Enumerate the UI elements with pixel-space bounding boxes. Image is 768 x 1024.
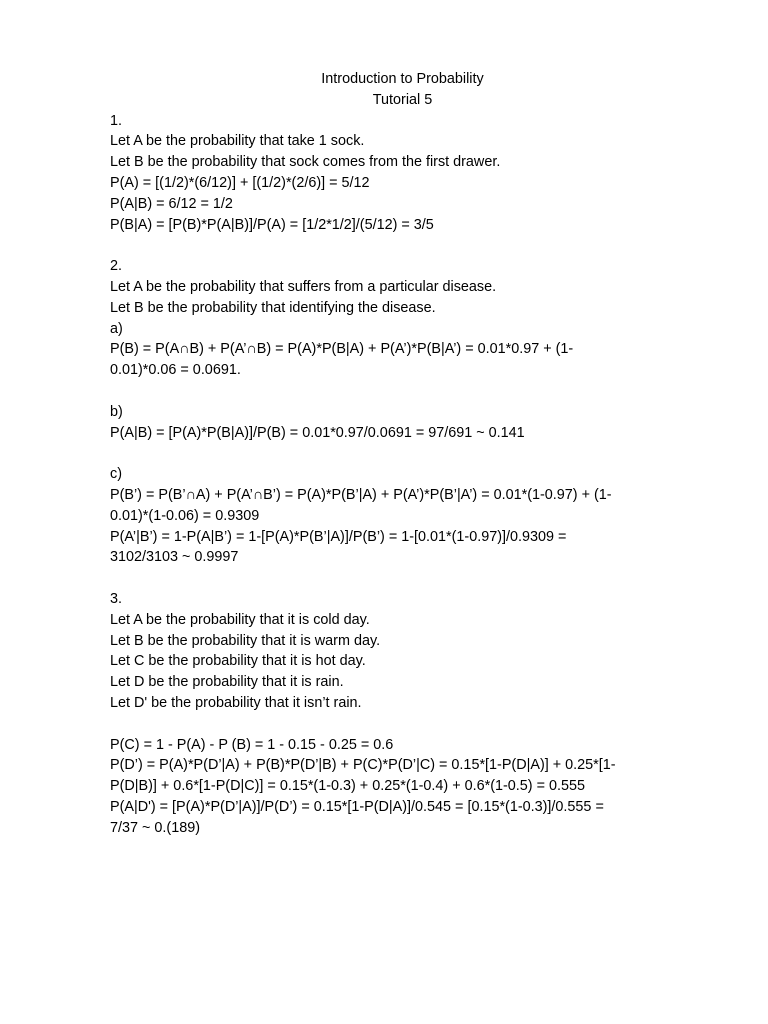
text-line: Let B be the probability that sock comes from the first drawer. <box>110 154 501 171</box>
document-subtitle: Tutorial 5 <box>372 91 433 108</box>
text-line: P(D|B)] + 0.6*[1-P(D|C)] = 0.15*(1-0.3) + 0.25*(1-0.4) + 0.6*(1-0.5) = 0.555 <box>110 778 586 795</box>
question-2-number: 2. <box>110 258 123 275</box>
text-line: 0.01)*0.06 = 0.0691. <box>110 362 241 379</box>
text-line: 7/37 ~ 0.(189) <box>110 819 201 836</box>
blank-line <box>110 235 695 256</box>
text-line: Let D' be the probability that it isn’t rain. <box>110 694 362 711</box>
text-line: P(C) = 1 - P(A) - P (B) = 1 - 0.15 - 0.25 = 0.6 <box>110 736 394 753</box>
text-line: P(B) = P(A∩B) + P(A’∩B) = P(A)*P(B|A) + P(A’)*P(B|A’) = 0.01*0.97 + (1- <box>110 341 574 358</box>
text-line: P(B’) = P(B’∩A) + P(A’∩B’) = P(A)*P(B’|A) + P(A’)*P(B’|A’) = 0.01*(1-0.97) + (1- <box>110 486 612 503</box>
document-body <box>110 69 695 838</box>
text-line: P(D’) = P(A)*P(D’|A) + P(B)*P(D’|B) + P(C)*P(D’|C) = 0.15*[1-P(D|A)] + 0.25*[1- <box>110 757 616 774</box>
text-line: Let B be the probability that it is warm day. <box>110 632 381 649</box>
text-line: P(A) = [(1/2)*(6/12)] + [(1/2)*(2/6)] = 5/12 <box>110 174 370 191</box>
text-line: P(A’|B’) = 1-P(A|B’) = 1-[P(A)*P(B’|A)]/P(B’) = 1-[0.01*(1-0.97)]/0.9309 = <box>110 528 567 545</box>
text-line: Let A be the probability that suffers from a particular disease. <box>110 278 497 295</box>
text-line: P(B|A) = [P(B)*P(A|B)]/P(A) = [1/2*1/2]/(5/12) = 3/5 <box>110 216 434 233</box>
part-a-label: a) <box>110 320 123 337</box>
question-1-number: 1. <box>110 112 123 129</box>
text-line: 3102/3103 ~ 0.9997 <box>110 549 239 566</box>
text-line: P(A|B) = 6/12 = 1/2 <box>110 195 233 212</box>
blank-line <box>110 381 695 402</box>
blank-line <box>110 568 695 589</box>
text-line: Let A be the probability that it is cold day. <box>110 611 370 628</box>
text-line: P(A|D') = [P(A)*P(D’|A)]/P(D’) = 0.15*[1-P(D|A)]/0.545 = [0.15*(1-0.3)]/0.555 = <box>110 798 604 815</box>
text-line: Let B be the probability that identifying the disease. <box>110 299 436 316</box>
text-line: Let C be the probability that it is hot day. <box>110 653 366 670</box>
blank-line <box>110 714 695 735</box>
document-title: Introduction to Probability <box>321 71 484 87</box>
text-line: Let D be the probability that it is rain. <box>110 674 344 691</box>
text-line: Let A be the probability that take 1 sock. <box>110 133 365 150</box>
text-line: 0.01)*(1-0.06) = 0.9309 <box>110 507 260 524</box>
part-c-label: c) <box>110 466 122 483</box>
text-line: P(A|B) = [P(A)*P(B|A)]/P(B) = 0.01*0.97/0.0691 = 97/691 ~ 0.141 <box>110 424 525 441</box>
part-b-label: b) <box>110 403 123 420</box>
question-3-number: 3. <box>110 590 123 607</box>
blank-line <box>110 443 695 464</box>
